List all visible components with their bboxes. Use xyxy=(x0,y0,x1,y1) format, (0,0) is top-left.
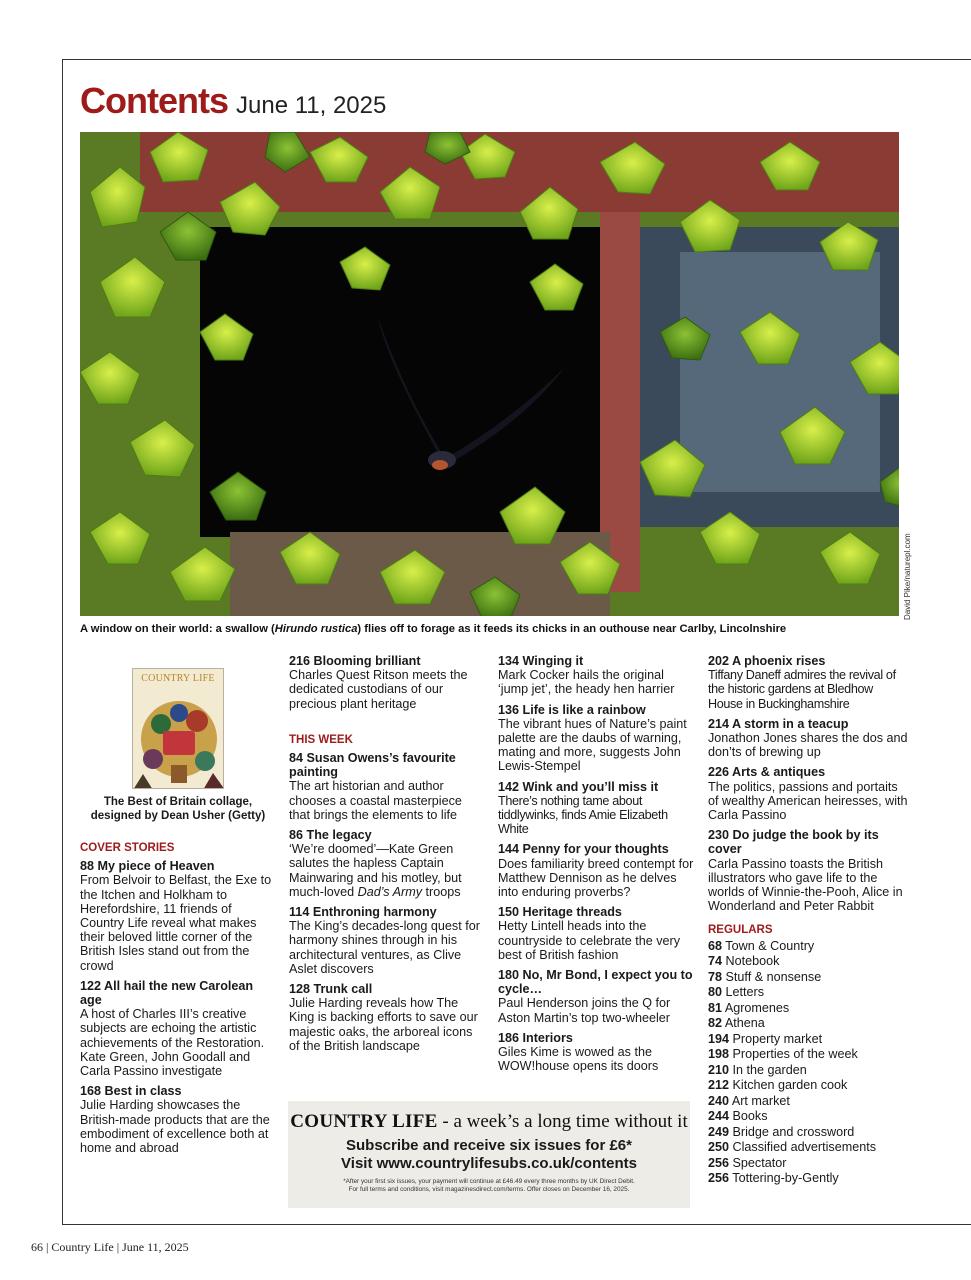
regular-page: 68 xyxy=(708,938,723,953)
regular-name: Letters xyxy=(725,985,765,1000)
promo-terms-line: For full terms and conditions, visit magazinesdirect.com/terms. Offer closes on December 16, 2025. xyxy=(348,1186,630,1193)
promo-url[interactable]: Visit www.countrylifesubs.co.uk/contents xyxy=(341,1155,637,1172)
regulars-list xyxy=(708,939,908,1187)
regular-page: 78 xyxy=(708,969,723,984)
story-desc: Julie Harding showcases the British-made products that are the embodiment of excellence both at home and abroad xyxy=(80,1098,270,1156)
this-week-heading: THIS WEEK xyxy=(289,733,353,746)
photo-credit: David Pike/naturepl.com xyxy=(903,533,912,620)
story-desc: Carla Passino toasts the British illustrators who gave life to the worlds of Winnie-the-Pooh, Alice in Wonderland and Peter Rabbit xyxy=(708,856,903,914)
story-entry[interactable] xyxy=(289,828,485,899)
regular-name: Classified advertisements xyxy=(732,1140,877,1155)
regular-item[interactable] xyxy=(708,1140,908,1156)
story-entry[interactable] xyxy=(498,703,694,774)
caption-lead: A window on their world: a swallow ( xyxy=(80,623,275,635)
regular-name: Town & Country xyxy=(725,938,815,953)
cover-collage-art xyxy=(133,669,224,789)
regular-name: Spectator xyxy=(732,1155,787,1170)
story-title: 122 All hail the new Carolean age xyxy=(80,978,254,1008)
story-title: 134 Winging it xyxy=(498,654,584,668)
story-desc: Jonathon Jones shares the dos and don’ts of brewing up xyxy=(708,731,908,760)
regular-item[interactable] xyxy=(708,970,908,986)
regular-page: 256 xyxy=(708,1155,730,1170)
story-entry[interactable] xyxy=(498,780,694,837)
story-title: 202 A phoenix rises xyxy=(708,654,826,668)
cover-caption: The Best of Britain collage, designed by Dean Usher (Getty) xyxy=(90,796,266,822)
page-title xyxy=(80,80,386,120)
story-title: 216 Blooming brilliant xyxy=(289,654,421,668)
cover-stories-heading: COVER STORIES xyxy=(80,842,175,854)
regular-page: 212 xyxy=(708,1078,730,1093)
regular-name: Books xyxy=(732,1109,768,1124)
regular-item[interactable] xyxy=(708,1063,908,1079)
story-entry[interactable] xyxy=(289,982,485,1053)
story-desc-emphasis: Dad’s Army xyxy=(357,884,422,899)
story-desc: The vibrant hues of Nature’s paint palette are the daubs of warning, mating and more, suggests John Lewis-Stempel xyxy=(498,716,687,774)
page-footer: 66 | Country Life | June 11, 2025 xyxy=(31,1240,189,1254)
regular-page: 194 xyxy=(708,1031,730,1046)
regular-item[interactable] xyxy=(708,1094,908,1110)
regular-item[interactable] xyxy=(708,1032,908,1048)
issue-date: June 11, 2025 xyxy=(236,92,387,119)
regular-name: Agromenes xyxy=(724,1000,790,1015)
regular-item[interactable] xyxy=(708,1047,908,1063)
story-desc: Hetty Lintell heads into the countryside to celebrate the very best of British fashion xyxy=(498,919,681,962)
regular-page: 256 xyxy=(708,1171,730,1186)
promo-terms-line: *After your first six issues, your payment will continue at £46.49 every three months by UK Direct Debit. xyxy=(343,1178,635,1185)
regular-item[interactable] xyxy=(708,1078,908,1094)
regular-name: Stuff & nonsense xyxy=(725,969,822,984)
story-title: 86 The legacy xyxy=(289,828,372,843)
story-entry[interactable] xyxy=(708,717,908,760)
magazine-cover-thumbnail[interactable] xyxy=(132,668,224,789)
regular-page: 244 xyxy=(708,1109,730,1124)
story-title: 186 Interiors xyxy=(498,1030,573,1045)
regulars-heading: REGULARS xyxy=(708,924,773,937)
regular-name: Bridge and crossword xyxy=(732,1124,855,1139)
photo-caption xyxy=(80,623,910,635)
promo-offer: Subscribe and receive six issues for £6* xyxy=(346,1137,632,1154)
regular-item[interactable] xyxy=(708,1109,908,1125)
regular-name: Notebook xyxy=(725,954,780,969)
story-title: 214 A storm in a teacup xyxy=(708,716,849,731)
story-desc-part: ‘We’re doomed’—Kate Green salutes the hapless Captain Mainwaring and his motley, but much-loved xyxy=(289,842,462,899)
regular-name: Kitchen garden cook xyxy=(732,1078,848,1093)
story-desc xyxy=(289,842,485,899)
regular-item[interactable] xyxy=(708,954,908,970)
regular-page: 74 xyxy=(708,954,723,969)
story-desc: Does familiarity breed contempt for Matthew Dennison as he delves into enduring proverbs? xyxy=(498,856,694,900)
contents-heading: Contents xyxy=(80,80,228,121)
story-title: 88 My piece of Heaven xyxy=(80,859,215,874)
column-features xyxy=(498,654,694,1079)
story-desc: Tiffany Daneff admires the revival of the historic gardens at Bledhow House in Buckinghamshire xyxy=(708,668,896,711)
caption-tail: ) flies off to forage as it feeds its chicks in an outhouse near Carlby, Lincolnshire xyxy=(357,623,787,635)
regular-name: Tottering-by-Gently xyxy=(732,1171,839,1186)
cover-masthead: COUNTRY LIFE xyxy=(141,673,215,684)
regular-name: In the garden xyxy=(732,1062,807,1077)
regular-page: 81 xyxy=(708,1000,723,1015)
story-entry[interactable] xyxy=(80,979,276,1078)
story-entry[interactable] xyxy=(289,905,485,976)
story-title: 226 Arts & antiques xyxy=(708,765,826,780)
story-desc: A host of Charles III’s creative subjects are echoing the artistic achievements of the Restoration. Kate Green, John Goodall and Carla Passino investigate xyxy=(80,1007,265,1079)
story-desc: The politics, passions and portaits of wealthy American heiresses, with Carla Passino xyxy=(708,779,908,823)
story-desc: The King’s decades-long quest for harmony shines through in his architectural ventures, as Clive Aslet discovers xyxy=(289,919,480,976)
swallow-photo-illustration xyxy=(80,132,899,616)
regular-page: 198 xyxy=(708,1047,730,1062)
regular-name: Property market xyxy=(732,1031,823,1046)
story-entry[interactable] xyxy=(498,968,694,1025)
story-desc: Charles Quest Ritson meets the dedicated custodians of our precious plant heritage xyxy=(289,668,468,711)
subscription-promo[interactable] xyxy=(288,1101,690,1208)
story-entry[interactable] xyxy=(498,842,694,899)
story-title: 142 Wink and you’ll miss it xyxy=(498,779,659,794)
story-entry[interactable] xyxy=(289,751,485,822)
story-title: 114 Enthroning harmony xyxy=(289,905,437,920)
regular-name: Art market xyxy=(731,1093,790,1108)
story-desc: The art historian and author chooses a coastal masterpiece that brings the elements to life xyxy=(289,779,462,822)
regular-page: 80 xyxy=(708,985,723,1000)
column-more-features xyxy=(708,654,908,1187)
promo-brand: COUNTRY LIFE xyxy=(290,1111,438,1132)
story-desc: There’s nothing tame about tiddlywinks, finds Amie Elizabeth White xyxy=(498,793,668,837)
regular-item[interactable] xyxy=(708,1016,908,1032)
story-desc: Mark Cocker hails the original ‘jump jet’, the heady hen harrier xyxy=(498,668,675,697)
regular-page: 250 xyxy=(708,1140,730,1155)
regular-page: 210 xyxy=(708,1062,730,1077)
regular-page: 240 xyxy=(708,1093,730,1108)
story-title: 144 Penny for your thoughts xyxy=(498,842,669,857)
regular-item[interactable] xyxy=(708,939,908,955)
regular-page: 249 xyxy=(708,1124,730,1139)
regular-item[interactable] xyxy=(708,1125,908,1141)
story-title: 136 Life is like a rainbow xyxy=(498,702,646,717)
regular-page: 82 xyxy=(708,1016,723,1031)
story-desc: From Belvoir to Belfast, the Exe to the Itchen and Holkham to Herefordshire, 11 friends of Country Life reveal what makes their beloved little corner of the British Isles stand out from the crowd xyxy=(80,873,272,973)
story-entry[interactable] xyxy=(80,1084,276,1155)
story-title: 150 Heritage threads xyxy=(498,905,622,920)
hero-photo xyxy=(80,132,899,616)
regular-name: Properties of the week xyxy=(732,1047,858,1062)
regular-item[interactable] xyxy=(708,1171,908,1187)
story-title: 168 Best in class xyxy=(80,1084,182,1099)
story-entry[interactable] xyxy=(708,765,908,822)
story-desc: Paul Henderson joins the Q for Aston Martin’s top two-wheeler xyxy=(498,996,671,1025)
story-title: 128 Trunk call xyxy=(289,982,373,997)
story-desc: Giles Kime is wowed as the WOW!house opens its doors xyxy=(498,1045,659,1074)
story-title: 180 No, Mr Bond, I expect you to cycle… xyxy=(498,968,693,997)
regular-item[interactable] xyxy=(708,1156,908,1172)
caption-species: Hirundo rustica xyxy=(274,623,358,635)
story-entry[interactable] xyxy=(498,905,694,962)
story-desc: Julie Harding reveals how The King is backing efforts to save our majestic oaks, the arboreal icons of the British landscape xyxy=(289,996,478,1053)
story-entry[interactable] xyxy=(708,828,908,913)
regular-item[interactable] xyxy=(708,985,908,1001)
regular-item[interactable] xyxy=(708,1001,908,1017)
column-cover-stories xyxy=(80,668,276,1161)
regular-name: Athena xyxy=(724,1016,765,1031)
story-entry[interactable] xyxy=(289,654,485,711)
story-entry[interactable] xyxy=(80,859,276,973)
story-title: 84 Susan Owens’s favourite painting xyxy=(289,751,456,780)
column-this-week xyxy=(289,654,485,1059)
story-entry[interactable] xyxy=(708,654,908,711)
promo-brand-line xyxy=(288,1111,690,1133)
story-entry[interactable] xyxy=(498,1031,694,1074)
story-entry[interactable] xyxy=(498,654,694,697)
promo-terms xyxy=(288,1178,690,1194)
promo-tagline: - a week’s a long time without it xyxy=(437,1111,688,1132)
story-title: 230 Do judge the book by its cover xyxy=(708,828,879,857)
story-desc-part: troops xyxy=(422,884,461,899)
